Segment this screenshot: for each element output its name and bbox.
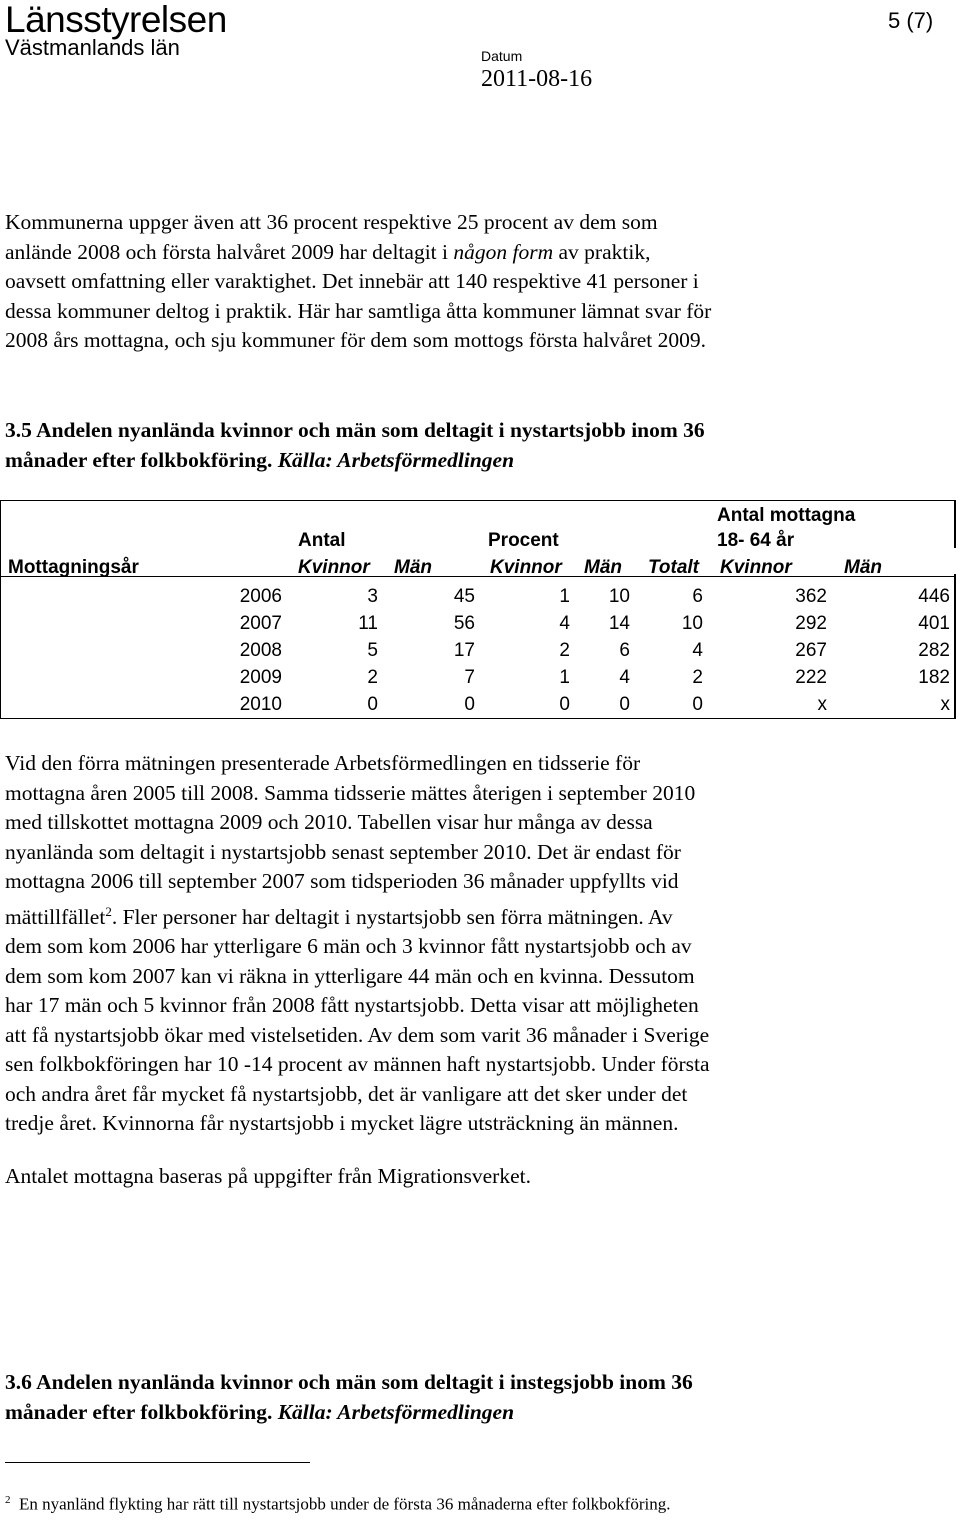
cell-antal-man: 7 — [464, 667, 475, 688]
cell-procent-man: 6 — [619, 640, 630, 661]
cell-mottagna-man: 446 — [918, 586, 950, 607]
subheader-procent-man: Män — [584, 557, 622, 578]
section-3-5-heading: 3.5 Andelen nyanlända kvinnor och män som deltagit i nystartsjobb inom 36 månader efter folkbokföring. Källa: Arbetsförmedlingen — [5, 418, 705, 472]
cell-mottagna-kvinnor: 292 — [795, 613, 827, 634]
org-logo-name: Länsstyrelsen — [5, 0, 227, 40]
cell-procent-man: 10 — [608, 586, 630, 607]
cell-year: 2007 — [239, 613, 282, 634]
org-logo-region: Västmanlands län — [5, 35, 180, 60]
text-line: mottagna 2006 till september 2007 som tidsperioden 36 månader uppfyllts vid — [5, 869, 679, 893]
cell-mottagna-kvinnor: x — [817, 694, 827, 715]
text-line: att få nystartsjobb ökar med vistelsetiden. Av dem som varit 36 månader i Sverige — [5, 1022, 710, 1047]
cell-totalt: 0 — [692, 694, 703, 715]
text-line: dem som kom 2007 kan vi räkna in ytterligare 44 män och en kvinna. Dessutom — [5, 963, 695, 988]
cell-procent-man: 0 — [619, 694, 630, 715]
cell-procent-kvinnor: 1 — [559, 667, 570, 688]
text-line: dessa kommuner deltog i praktik. Här har samtliga åtta kommuner lämnat svar för — [5, 298, 712, 323]
emphasis: någon form — [453, 239, 554, 264]
text-line: och andra året får mycket få nystartsjobb, det är vanligare att det sker under det — [5, 1081, 688, 1106]
text-line: med tillskottet mottagna 2009 och 2010. Tabellen visar hur många av dessa — [5, 810, 653, 834]
source-note: Källa: Arbetsförmedlingen — [277, 1399, 515, 1424]
cell-antal-kvinnor: 5 — [367, 640, 378, 661]
cell-procent-man: 4 — [619, 667, 630, 688]
footnote-ref: 2 — [105, 903, 112, 919]
cell-mottagna-man: 282 — [918, 640, 950, 661]
cell-antal-man: 56 — [453, 613, 475, 634]
text-line: har 17 män och 5 kvinnor från 2008 fått nystartsjobb. Detta visar att möjligheten — [5, 993, 699, 1018]
header-antal: Antal — [298, 530, 346, 551]
text-line: sen folkbokföringen har 10 -14 procent av männen haft nystartsjobb. Under första — [5, 1052, 710, 1077]
cell-totalt: 4 — [692, 640, 703, 661]
text-line: Kommunerna uppger även att 36 procent respektive 25 procent av dem som — [5, 210, 658, 234]
page-number: 5 (7) — [888, 8, 934, 33]
nystartsjobb-table — [0, 500, 956, 719]
subheader-procent-kvinnor: Kvinnor — [490, 557, 562, 578]
cell-procent-kvinnor: 0 — [559, 694, 570, 715]
date-value: 2011-08-16 — [481, 66, 593, 92]
body-paragraph — [5, 749, 955, 1139]
cell-year: 2010 — [239, 694, 282, 715]
cell-antal-man: 17 — [453, 640, 475, 661]
header-mottagningsar: Mottagningsår — [8, 557, 139, 578]
cell-year: 2008 — [239, 640, 282, 661]
table-border-right — [954, 574, 956, 719]
header-age-range: 18- 64 år — [717, 530, 795, 551]
cell-procent-kvinnor: 4 — [559, 613, 570, 634]
cell-antal-kvinnor: 11 — [358, 613, 378, 634]
cell-mottagna-kvinnor: 362 — [795, 586, 827, 607]
cell-procent-man: 14 — [608, 613, 630, 634]
header-procent: Procent — [488, 530, 559, 551]
cell-mottagna-man: 401 — [918, 613, 950, 634]
text-line: tredje året. Kvinnorna får nystartsjobb i mycket lägre utsträckning än männen. — [5, 1111, 679, 1136]
cell-antal-man: 45 — [453, 586, 475, 607]
cell-totalt: 2 — [692, 667, 703, 688]
cell-year: 2006 — [239, 586, 282, 607]
cell-mottagna-kvinnor: 222 — [795, 667, 827, 688]
text-line: mättillfället$^2$. Fler personer har deltagit i nystartsjobb sen förra mätningen. Av — [5, 903, 673, 929]
footnote-text: En nyanländ flykting har rätt till nystartsjobb under de första 36 månaderna efter folkbokföring. — [19, 1494, 671, 1514]
footnote-mark: 2 — [5, 1494, 11, 1506]
subheader-mottagna-kvinnor: Kvinnor — [720, 557, 792, 578]
subheader-antal-man: Män — [394, 557, 432, 578]
text-line: Vid den förra mätningen presenterade Arbetsförmedlingen en tidsserie för — [5, 751, 641, 775]
cell-totalt: 6 — [692, 586, 703, 607]
section-3-6-heading: 3.6 Andelen nyanlända kvinnor och män som deltagit i instegsjobb inom 36 månader efter folkbokföring. Källa: Arbetsförmedlingen — [5, 1370, 693, 1424]
date-label: Datum — [481, 48, 523, 64]
header-antal-mottagna: Antal mottagna — [717, 505, 856, 526]
header-divider — [0, 576, 956, 577]
text-line: mottagna åren 2005 till 2008. Samma tidsserie mättes återigen i september 2010 — [5, 780, 696, 805]
cell-antal-man: 0 — [464, 694, 475, 715]
source-note: Källa: Arbetsförmedlingen — [277, 447, 515, 472]
footnote — [5, 1494, 670, 1515]
subheader-mottagna-man: Män — [844, 557, 882, 578]
source-paragraph: Antalet mottagna baseras på uppgifter från Migrationsverket. — [5, 1164, 531, 1188]
text-line: dem som kom 2006 har ytterligare 6 män och 3 kvinnor fått nystartsjobb och av — [5, 934, 692, 959]
cell-totalt: 10 — [681, 613, 703, 634]
text-line: 2008 års mottagna, och sju kommuner för dem som mottogs första halvåret 2009. — [5, 328, 707, 352]
text-line: nyanlända som deltagit i nystartsjobb senast september 2010. Det är endast för — [5, 839, 681, 864]
intro-paragraph — [5, 208, 955, 356]
cell-antal-kvinnor: 2 — [367, 667, 378, 688]
cell-year: 2009 — [239, 667, 282, 688]
table-border-right — [954, 500, 956, 548]
subheader-totalt: Totalt — [648, 557, 700, 578]
text-line: oavsett omfattning eller varaktighet. Det innebär att 140 respektive 41 personer i — [5, 269, 699, 293]
text-line: anlände 2008 och första halvåret 2009 har deltagit i någon form av praktik, — [5, 239, 651, 264]
cell-procent-kvinnor: 1 — [559, 586, 570, 607]
cell-antal-kvinnor: 0 — [367, 694, 378, 715]
footnote-separator — [5, 1462, 310, 1463]
subheader-antal-kvinnor: Kvinnor — [298, 557, 370, 578]
cell-mottagna-kvinnor: 267 — [795, 640, 827, 661]
cell-procent-kvinnor: 2 — [559, 640, 570, 661]
cell-mottagna-man: x — [940, 694, 950, 715]
cell-antal-kvinnor: 3 — [367, 586, 378, 607]
cell-mottagna-man: 182 — [918, 667, 950, 688]
